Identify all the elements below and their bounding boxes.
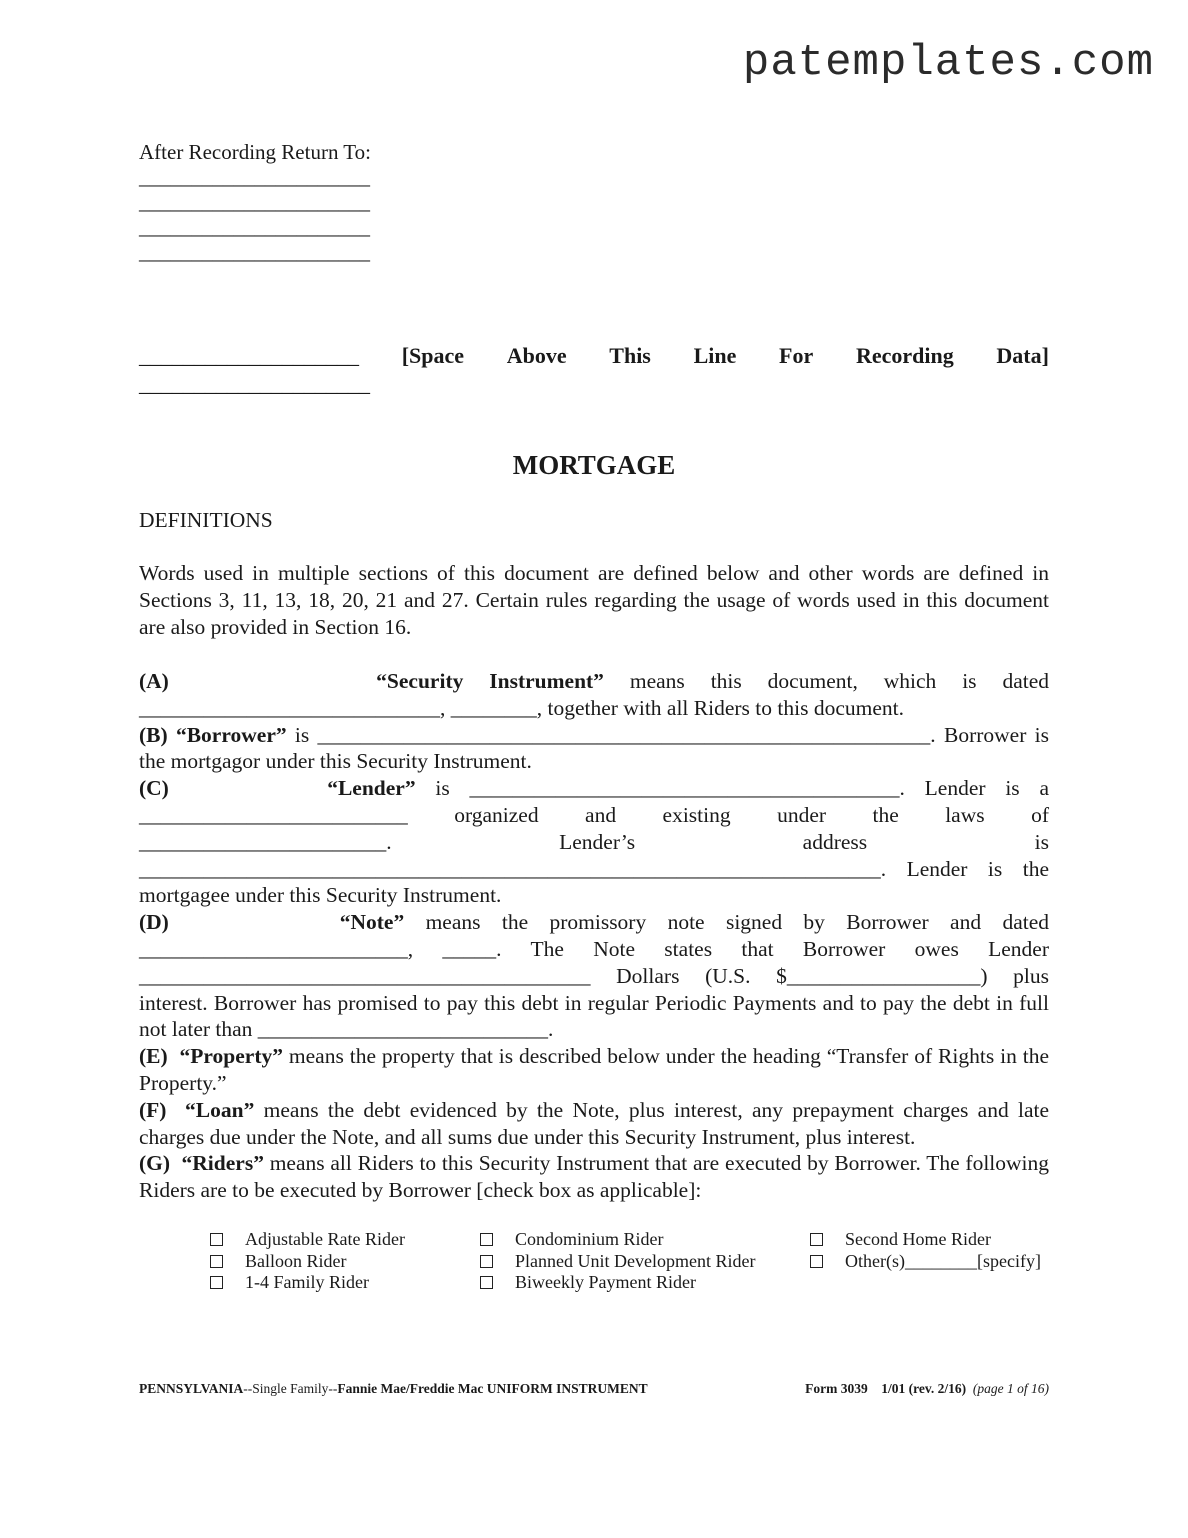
riders-checklist [210, 1229, 1050, 1294]
definitions-list [139, 668, 1049, 1204]
checkbox-icon[interactable] [480, 1233, 493, 1246]
definition-a [139, 668, 1049, 695]
rider-label: Balloon Rider [245, 1250, 347, 1271]
definition-c-line3: _______________________. Lender’s address is [139, 829, 1049, 854]
rider-option[interactable] [480, 1251, 810, 1273]
footer-version: 1/01 (rev. 2/16) [881, 1381, 967, 1396]
footer-form: Form 3039 [805, 1381, 868, 1396]
definition-c-line5: mortgagee under this Security Instrument. [139, 883, 502, 908]
footer-state: PENNSYLVANIA [139, 1381, 244, 1396]
return-block [139, 140, 371, 265]
def-text: means the promissory note signed by Borrower and dated [425, 910, 1049, 935]
rider-option[interactable] [480, 1229, 810, 1251]
checkbox-icon[interactable] [210, 1233, 223, 1246]
def-label: (A) [139, 669, 169, 693]
rider-option[interactable] [810, 1229, 1050, 1251]
definitions-heading: DEFINITIONS [139, 508, 273, 532]
def-term: “Loan” [185, 1097, 255, 1122]
definition-c-line4: _____________________________________________________________________. Lender is the [139, 856, 1049, 881]
def-label: (C) [139, 776, 169, 801]
def-term: “Borrower” [175, 722, 287, 747]
definition-d-line2: _________________________, _____. The Note states that Borrower owes Lender [139, 936, 1049, 961]
definition-d-line4: interest. Borrower has promised to pay this debt in regular Periodic Payments and to pay the debt in full not later than ___________________________. [139, 990, 1049, 1042]
rider-option[interactable] [810, 1251, 1050, 1273]
def-term: “Security Instrument” [376, 669, 604, 693]
rider-label: Planned Unit Development Rider [515, 1250, 756, 1271]
definition-d-line3: __________________________________________ Dollars (U.S. $__________________) plus [139, 963, 1049, 988]
definition-d [139, 909, 1049, 936]
rider-label: Second Home Rider [845, 1229, 991, 1249]
recording-word: Recording [855, 343, 954, 368]
def-label: (G) [139, 1151, 171, 1176]
return-label: After Recording Return To: [139, 140, 372, 164]
recording-word: Line [693, 343, 737, 368]
definition-b [139, 722, 1049, 776]
rider-label: Condominium Rider [515, 1229, 664, 1249]
def-text: is ________________________________________. Lender is a [435, 776, 1050, 801]
rider-option[interactable] [480, 1272, 810, 1294]
checkbox-icon[interactable] [810, 1233, 823, 1246]
recording-word: [Space [401, 343, 465, 368]
return-line: ______________________ [139, 215, 370, 239]
def-label: (E) [139, 1044, 168, 1069]
checkbox-icon[interactable] [810, 1255, 823, 1268]
footer-left [139, 1381, 648, 1397]
rider-label: 1-4 Family Rider [245, 1272, 369, 1292]
def-text: means the property that is described below under the heading “Transfer of Rights in the Property.” [139, 1044, 1049, 1095]
def-term: “Note” [339, 910, 405, 935]
definition-a-cont: ____________________________, ________, together with all Riders to this document. [139, 695, 904, 720]
definition-c-line2: _________________________ organized and existing under the laws of [139, 802, 1049, 827]
rider-label: Biweekly Payment Rider [515, 1272, 696, 1292]
definition-f [139, 1097, 1049, 1151]
checkbox-icon[interactable] [210, 1255, 223, 1268]
rider-label: Other(s)________[specify] [845, 1250, 1041, 1271]
return-line: ______________________ [139, 240, 370, 264]
footer-instrument: Fannie Mae/Freddie Mac UNIFORM INSTRUMENT [337, 1381, 648, 1396]
recording-word: Above [506, 343, 567, 368]
recording-blank-2: _____________________ [139, 371, 370, 396]
document-title: MORTGAGE [512, 450, 676, 480]
checkbox-icon[interactable] [210, 1276, 223, 1289]
rider-option[interactable] [210, 1272, 480, 1294]
rider-option[interactable] [210, 1229, 480, 1251]
rider-option[interactable] [210, 1251, 480, 1273]
def-text: means the debt evidenced by the Note, plus interest, any prepayment charges and late charges due under the Note, and all sums due under this Security Instrument, plus interest. [139, 1097, 1050, 1149]
footer-page: (page 1 of 16) [972, 1381, 1049, 1396]
definition-g [139, 1150, 1049, 1204]
return-line: ______________________ [139, 190, 370, 214]
recording-word: For [779, 343, 814, 368]
footer-right [805, 1381, 1049, 1397]
watermark: patemplates.com [742, 38, 1154, 88]
checkbox-icon[interactable] [480, 1276, 493, 1289]
recording-blank: ____________________ [139, 343, 359, 368]
footer-type: --Single Family-- [243, 1381, 338, 1396]
definition-c [139, 775, 1049, 802]
def-term: “Property” [179, 1044, 283, 1069]
def-label: (F) [139, 1097, 167, 1122]
def-text: means all Riders to this Security Instrument that are executed by Borrower. The following Riders are to be executed by Borrower [check box as applicable]: [139, 1151, 1050, 1203]
def-label: (B) [139, 722, 168, 747]
recording-word: This [609, 343, 651, 368]
checkbox-icon[interactable] [480, 1255, 493, 1268]
rider-label: Adjustable Rate Rider [245, 1229, 405, 1249]
recording-word: Data] [996, 343, 1049, 368]
def-label: (D) [139, 910, 169, 935]
return-line: ______________________ [139, 165, 370, 189]
recording-space-line [139, 342, 1049, 398]
intro-paragraph: Words used in multiple sections of this document are defined below and other words are defined in Sections 3, 11, 13, 18, 20, 21 and 27. Certain rules regarding the usage of words used in this document are also provided in Section 16. [139, 561, 1049, 639]
def-term: “Riders” [181, 1151, 264, 1176]
page-footer [139, 1381, 1049, 1397]
def-term: “Lender” [327, 776, 416, 801]
def-text: is _________________________________________________________. Borrower is the mortgagor under this Security Instrument. [139, 722, 1049, 774]
def-text: means this document, which is dated [629, 669, 1050, 693]
definition-e [139, 1043, 1049, 1097]
